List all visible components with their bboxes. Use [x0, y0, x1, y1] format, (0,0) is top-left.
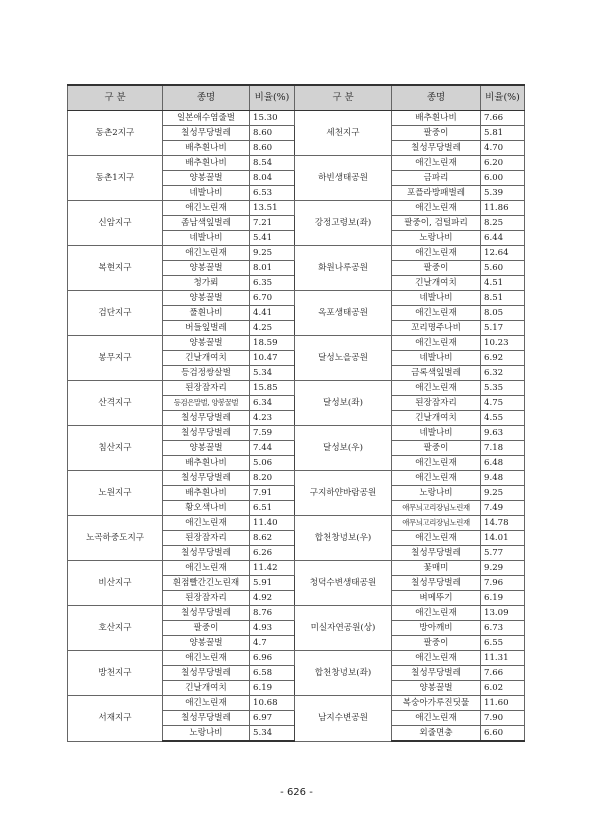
site-name-left: 동촌1지구 [68, 156, 163, 201]
ratio-right: 7.18 [481, 441, 525, 456]
site-name-right: 청덕수변생태공원 [295, 561, 392, 606]
table-row [68, 381, 525, 396]
species-left: 칠성무당벌레 [163, 606, 250, 621]
header-site-right: 구 분 [295, 85, 392, 111]
ratio-left: 6.34 [250, 396, 295, 411]
ratio-right: 7.90 [481, 711, 525, 726]
species-left: 청가뢰 [163, 276, 250, 291]
species-right: 칠성무당벌레 [392, 141, 481, 156]
ratio-right: 7.66 [481, 111, 525, 126]
site-name-left: 노곡하중도지구 [68, 516, 163, 561]
ratio-left: 4.25 [250, 321, 295, 336]
ratio-right: 6.55 [481, 636, 525, 651]
species-left: 양봉꿀벌 [163, 636, 250, 651]
table-row [68, 111, 525, 126]
species-right: 칠성무당벌레 [392, 576, 481, 591]
species-left: 등검정쌍살벌 [163, 366, 250, 381]
species-right: 애긴노린재 [392, 156, 481, 171]
ratio-right: 6.00 [481, 171, 525, 186]
ratio-left: 6.70 [250, 291, 295, 306]
site-name-right: 합천창녕보(우) [295, 516, 392, 561]
species-left: 배추흰나비 [163, 456, 250, 471]
species-right: 팔중이, 검털파리 [392, 216, 481, 231]
ratio-left: 10.68 [250, 696, 295, 711]
species-left: 된장잠자리 [163, 591, 250, 606]
species-right: 애긴노린재 [392, 336, 481, 351]
ratio-left: 7.91 [250, 486, 295, 501]
ratio-right: 6.19 [481, 591, 525, 606]
table-row [68, 651, 525, 666]
header-species-right: 종명 [392, 85, 481, 111]
ratio-left: 6.26 [250, 546, 295, 561]
ratio-left: 4.41 [250, 306, 295, 321]
ratio-right: 4.55 [481, 411, 525, 426]
ratio-left: 11.40 [250, 516, 295, 531]
species-right: 애긴노린재 [392, 606, 481, 621]
species-right: 팔중이 [392, 126, 481, 141]
ratio-right: 8.51 [481, 291, 525, 306]
species-right: 네발나비 [392, 426, 481, 441]
table-row [68, 471, 525, 486]
ratio-right: 4.51 [481, 276, 525, 291]
header-species-left: 종명 [163, 85, 250, 111]
ratio-left: 4.7 [250, 636, 295, 651]
species-right: 애긴노린재 [392, 246, 481, 261]
ratio-right: 9.63 [481, 426, 525, 441]
species-right: 꼬리명주나비 [392, 321, 481, 336]
species-right: 된장잠자리 [392, 396, 481, 411]
site-name-left: 방천지구 [68, 651, 163, 696]
site-name-right: 합천창녕보(좌) [295, 651, 392, 696]
species-left: 팔중이 [163, 621, 250, 636]
species-left: 흰점빨간긴노린재 [163, 576, 250, 591]
species-left: 풀흰나비 [163, 306, 250, 321]
table-row [68, 561, 525, 576]
ratio-right: 9.29 [481, 561, 525, 576]
ratio-left: 6.51 [250, 501, 295, 516]
species-left: 배추흰나비 [163, 156, 250, 171]
species-left: 양봉꿀벌 [163, 441, 250, 456]
site-name-right: 화원나루공원 [295, 246, 392, 291]
species-left: 버들잎벌레 [163, 321, 250, 336]
ratio-right: 5.81 [481, 126, 525, 141]
site-name-left: 신암지구 [68, 201, 163, 246]
ratio-left: 5.34 [250, 726, 295, 742]
species-left: 칠성무당벌레 [163, 666, 250, 681]
table-row [68, 246, 525, 261]
table-row [68, 696, 525, 711]
ratio-left: 8.20 [250, 471, 295, 486]
ratio-right: 6.32 [481, 366, 525, 381]
ratio-right: 8.05 [481, 306, 525, 321]
ratio-left: 5.06 [250, 456, 295, 471]
site-name-left: 복현지구 [68, 246, 163, 291]
ratio-left: 11.42 [250, 561, 295, 576]
table-row [68, 426, 525, 441]
ratio-right: 6.73 [481, 621, 525, 636]
ratio-left: 8.60 [250, 126, 295, 141]
site-name-left: 동촌2지구 [68, 111, 163, 156]
table-row [68, 156, 525, 171]
page-number: - 626 - [280, 787, 313, 798]
species-left: 애긴노린재 [163, 561, 250, 576]
ratio-right: 5.17 [481, 321, 525, 336]
ratio-left: 15.30 [250, 111, 295, 126]
header-site-left: 구 분 [68, 85, 163, 111]
species-right: 복숭아가루진딧물 [392, 696, 481, 711]
ratio-right: 6.48 [481, 456, 525, 471]
species-right: 애긴노린재 [392, 651, 481, 666]
species-left: 칠성무당벌레 [163, 546, 250, 561]
table-body [68, 111, 525, 742]
ratio-right: 4.75 [481, 396, 525, 411]
species-right: 방아깨비 [392, 621, 481, 636]
species-right: 애긴노린재 [392, 531, 481, 546]
site-name-left: 호산지구 [68, 606, 163, 651]
site-name-right: 달성보(우) [295, 426, 392, 471]
species-right: 꽃매미 [392, 561, 481, 576]
ratio-left: 6.53 [250, 186, 295, 201]
species-left: 양봉꿀벌 [163, 261, 250, 276]
ratio-right: 7.96 [481, 576, 525, 591]
site-name-left: 봉무지구 [68, 336, 163, 381]
table-row [68, 201, 525, 216]
species-right: 금파리 [392, 171, 481, 186]
species-right: 긴날개여치 [392, 276, 481, 291]
species-right: 긴날개여치 [392, 411, 481, 426]
species-right: 노랑나비 [392, 231, 481, 246]
species-left: 양봉꿀벌 [163, 171, 250, 186]
ratio-right: 6.92 [481, 351, 525, 366]
ratio-right: 14.01 [481, 531, 525, 546]
species-left: 애긴노린재 [163, 201, 250, 216]
ratio-right: 5.39 [481, 186, 525, 201]
species-left: 칠성무당벌레 [163, 711, 250, 726]
header-row [68, 85, 525, 111]
site-name-left: 산격지구 [68, 381, 163, 426]
site-name-left: 침산지구 [68, 426, 163, 471]
ratio-right: 5.35 [481, 381, 525, 396]
ratio-right: 8.25 [481, 216, 525, 231]
species-right: 칠성무당벌레 [392, 546, 481, 561]
species-ratio-table [67, 84, 525, 742]
ratio-right: 9.48 [481, 471, 525, 486]
ratio-right: 4.70 [481, 141, 525, 156]
ratio-right: 7.66 [481, 666, 525, 681]
species-right: 애긴노린재 [392, 471, 481, 486]
ratio-left: 8.60 [250, 141, 295, 156]
ratio-left: 4.93 [250, 621, 295, 636]
ratio-right: 10.23 [481, 336, 525, 351]
species-right: 팔중이 [392, 636, 481, 651]
species-right: 네발나비 [392, 291, 481, 306]
species-right: 외줄면충 [392, 726, 481, 742]
ratio-left: 8.76 [250, 606, 295, 621]
site-name-right: 세천지구 [295, 111, 392, 156]
species-right: 애무늬고리장님노린재 [392, 516, 481, 531]
species-right: 금록색잎벌레 [392, 366, 481, 381]
ratio-right: 5.77 [481, 546, 525, 561]
species-right: 애긴노린재 [392, 711, 481, 726]
species-left: 칠성무당벌레 [163, 126, 250, 141]
ratio-right: 6.02 [481, 681, 525, 696]
site-name-right: 하빈생태공원 [295, 156, 392, 201]
species-right: 벼메뚜기 [392, 591, 481, 606]
ratio-right: 12.64 [481, 246, 525, 261]
ratio-left: 8.62 [250, 531, 295, 546]
ratio-right: 11.60 [481, 696, 525, 711]
table-row [68, 291, 525, 306]
species-left: 칠성무당벌레 [163, 411, 250, 426]
species-left: 된장잠자리 [163, 381, 250, 396]
species-left: 애긴노린재 [163, 246, 250, 261]
ratio-right: 9.25 [481, 486, 525, 501]
site-name-right: 달성보(좌) [295, 381, 392, 426]
site-name-right: 구지하얀바람공원 [295, 471, 392, 516]
species-left: 된장잠자리 [163, 531, 250, 546]
ratio-left: 8.01 [250, 261, 295, 276]
ratio-left: 15.85 [250, 381, 295, 396]
ratio-left: 6.35 [250, 276, 295, 291]
species-left: 칠성무당벌레 [163, 471, 250, 486]
ratio-left: 13.51 [250, 201, 295, 216]
species-right: 애긴노린재 [392, 201, 481, 216]
ratio-right: 5.60 [481, 261, 525, 276]
species-left: 칠성무당벌레 [163, 426, 250, 441]
site-name-left: 서재지구 [68, 696, 163, 742]
species-right: 애무늬고리장님노린재 [392, 501, 481, 516]
species-right: 칠성무당벌레 [392, 666, 481, 681]
species-left: 일본애수염줄벌 [163, 111, 250, 126]
table-row [68, 606, 525, 621]
ratio-left: 7.21 [250, 216, 295, 231]
ratio-left: 7.44 [250, 441, 295, 456]
site-name-right: 미실자연공원(상) [295, 606, 392, 651]
site-name-left: 비산지구 [68, 561, 163, 606]
species-left: 긴날개여치 [163, 681, 250, 696]
ratio-right: 7.49 [481, 501, 525, 516]
ratio-right: 6.60 [481, 726, 525, 742]
species-left: 등검은말벌, 양봉꿀벌 [163, 396, 250, 411]
ratio-right: 11.31 [481, 651, 525, 666]
species-right: 양봉꿀벌 [392, 681, 481, 696]
species-left: 애긴노린재 [163, 696, 250, 711]
species-left: 양봉꿀벌 [163, 336, 250, 351]
header-ratio-right: 비율(%) [481, 85, 525, 111]
species-right: 팔중이 [392, 261, 481, 276]
ratio-left: 5.91 [250, 576, 295, 591]
site-name-left: 검단지구 [68, 291, 163, 336]
ratio-left: 10.47 [250, 351, 295, 366]
site-name-right: 남지수변공원 [295, 696, 392, 742]
species-right: 네발나비 [392, 351, 481, 366]
ratio-left: 6.97 [250, 711, 295, 726]
species-left: 애긴노린재 [163, 651, 250, 666]
ratio-right: 11.86 [481, 201, 525, 216]
species-left: 노랑나비 [163, 726, 250, 742]
ratio-left: 5.34 [250, 366, 295, 381]
site-name-right: 달성노을공원 [295, 336, 392, 381]
site-name-left: 노원지구 [68, 471, 163, 516]
ratio-left: 6.96 [250, 651, 295, 666]
species-right: 애긴노린재 [392, 381, 481, 396]
ratio-left: 6.19 [250, 681, 295, 696]
ratio-left: 6.58 [250, 666, 295, 681]
ratio-right: 13.09 [481, 606, 525, 621]
species-right: 노랑나비 [392, 486, 481, 501]
species-left: 네발나비 [163, 231, 250, 246]
ratio-left: 8.04 [250, 171, 295, 186]
ratio-left: 8.54 [250, 156, 295, 171]
ratio-right: 6.20 [481, 156, 525, 171]
species-left: 양봉꿀벌 [163, 291, 250, 306]
header-ratio-left: 비율(%) [250, 85, 295, 111]
table-row [68, 336, 525, 351]
species-left: 긴날개여치 [163, 351, 250, 366]
species-left: 황오색나비 [163, 501, 250, 516]
species-left: 배추흰나비 [163, 141, 250, 156]
species-right: 애긴노린재 [392, 456, 481, 471]
species-left: 애긴노린재 [163, 516, 250, 531]
species-right: 배추흰나비 [392, 111, 481, 126]
ratio-left: 4.23 [250, 411, 295, 426]
species-right: 팔중이 [392, 441, 481, 456]
ratio-right: 14.78 [481, 516, 525, 531]
site-name-right: 강정고령보(좌) [295, 201, 392, 246]
site-name-right: 옥포생태공원 [295, 291, 392, 336]
ratio-left: 7.59 [250, 426, 295, 441]
species-right: 포플라방패벌레 [392, 186, 481, 201]
ratio-left: 18.59 [250, 336, 295, 351]
ratio-left: 9.25 [250, 246, 295, 261]
ratio-left: 5.41 [250, 231, 295, 246]
species-left: 배추흰나비 [163, 486, 250, 501]
ratio-left: 4.92 [250, 591, 295, 606]
ratio-right: 6.44 [481, 231, 525, 246]
species-left: 좀남색잎벌레 [163, 216, 250, 231]
species-left: 네발나비 [163, 186, 250, 201]
table-row [68, 516, 525, 531]
species-right: 애긴노린재 [392, 306, 481, 321]
